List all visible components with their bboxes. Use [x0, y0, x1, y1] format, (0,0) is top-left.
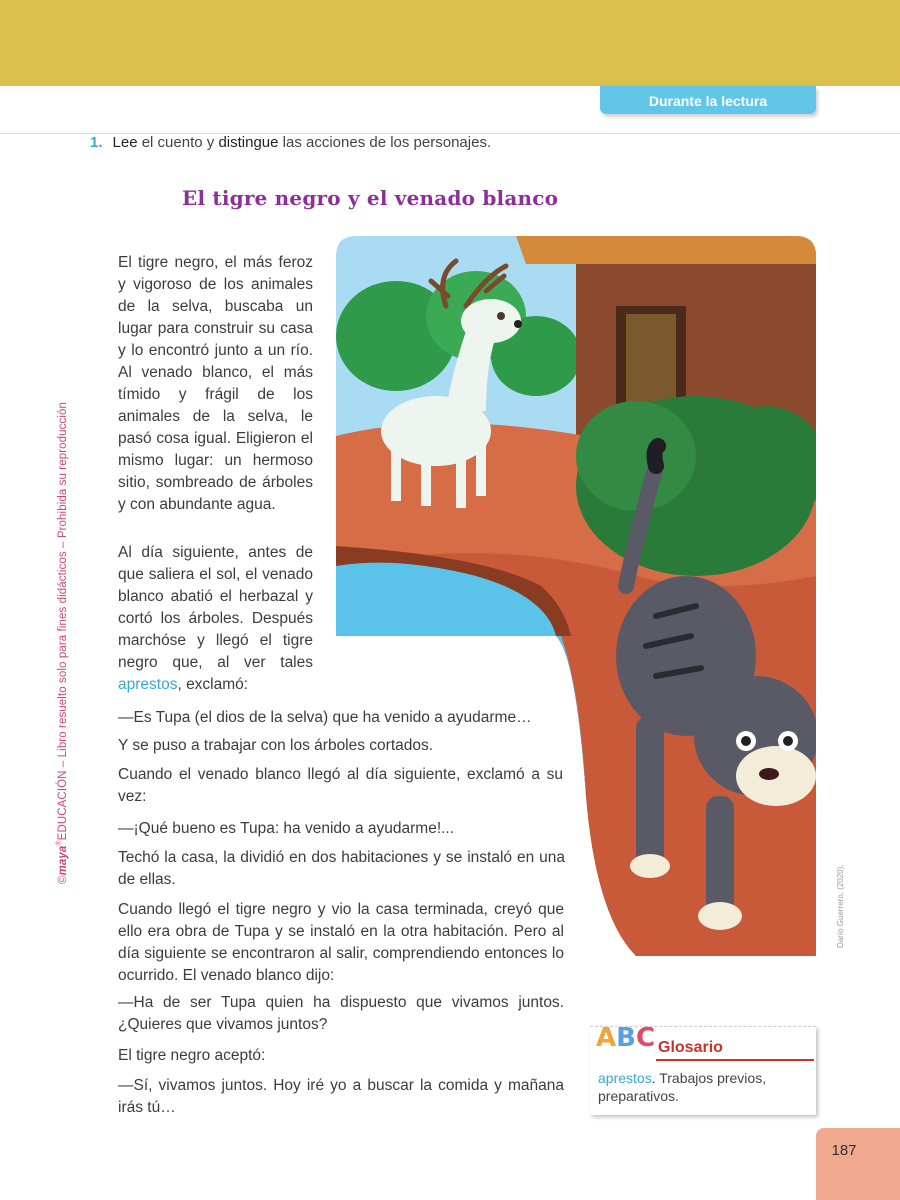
instruction-verb-distingue: distingue: [218, 134, 279, 151]
page-number-tab: [816, 1128, 900, 1200]
story-paragraph-7: Techó la casa, la dividió en dos habitaciones y se instaló en una de ellas.: [118, 849, 565, 888]
glossary-divider: [656, 1059, 814, 1061]
story-paragraph-10: El tigre negro aceptó:: [118, 1047, 266, 1064]
story-paragraph-3: —Es Tupa (el dios de la selva) que ha venido a ayudarme…: [118, 709, 532, 726]
story-illustration: [336, 236, 816, 956]
story-paragraph-5: Cuando el venado blanco llegó al día siguiente, exclamó a su vez:: [118, 766, 563, 805]
story-paragraph-11: —Sí, vivamos juntos. Hoy iré yo a buscar la comida y mañana irás tú…: [118, 1077, 564, 1116]
page-number: 187: [831, 1142, 857, 1159]
glossary-definition: . Trabajos previos, preparativos.: [598, 1070, 767, 1104]
brand-logo: maya: [56, 845, 69, 876]
instruction-text: el cuento y: [137, 134, 219, 151]
story-paragraph-1: El tigre negro, el más feroz y vigoroso de los animales de la selva, buscaba un lugar para construir su casa y lo encontró junto a un río. Al venado blanco, el más tímido y frágil de los animales de la selva, le pasó cosa igual. Eligieron el mismo lugar: un hermoso sitio, sombreado de árboles y con abundante agua.: [118, 254, 313, 513]
side-note-text: EDUCACIÓN – Libro resuelto solo para fines didácticos – Prohibida su reproducción: [56, 402, 69, 841]
instruction-verb-lee: Lee: [112, 134, 138, 151]
glossary-title: Glosario: [658, 1039, 723, 1056]
glossary-entry: [598, 1069, 810, 1105]
illustration-credit: Darío Guerrero, (2020).: [836, 864, 845, 948]
story-paragraph-2: Al día siguiente, antes de que saliera el sol, el venado blanco abatió el herbazal y cortó los árboles. Después marchóse y llegó el tigre negro que, al ver tales aprestos, exclamó:: [118, 544, 313, 693]
glossary-term-link: aprestos: [118, 676, 178, 693]
story-paragraph-4: Y se puso a trabajar con los árboles cortados.: [118, 737, 434, 754]
header-band: [0, 0, 900, 86]
story-paragraph-6: —¡Qué bueno es Tupa: ha venido a ayudarme!...: [118, 820, 455, 837]
side-note: ©maya®EDUCACIÓN – Libro resuelto solo para fines didácticos – Prohibida su reproducción: [56, 402, 69, 884]
abc-icon: ABC: [596, 1023, 656, 1053]
instruction: [90, 134, 491, 151]
glossary-box: [590, 1023, 816, 1115]
story-title: El tigre negro y el venado blanco: [182, 186, 559, 210]
glossary-term: aprestos: [598, 1070, 652, 1086]
instruction-text-end: las acciones de los personajes.: [278, 134, 492, 151]
story-paragraph-8: Cuando llegó el tigre negro y vio la casa terminada, creyó que ello era obra de Tupa y se instaló en la otra habitación. Pero al día siguiente se encontraron al salir, comprendiendo entonces lo ocurrido. El venado blanco dijo:: [118, 901, 564, 984]
instruction-number: 1.: [90, 134, 103, 151]
section-tab: Durante la lectura: [600, 86, 816, 114]
story-paragraph-9: —Ha de ser Tupa quien ha dispuesto que vivamos juntos. ¿Quieres que vivamos juntos?: [118, 994, 564, 1033]
